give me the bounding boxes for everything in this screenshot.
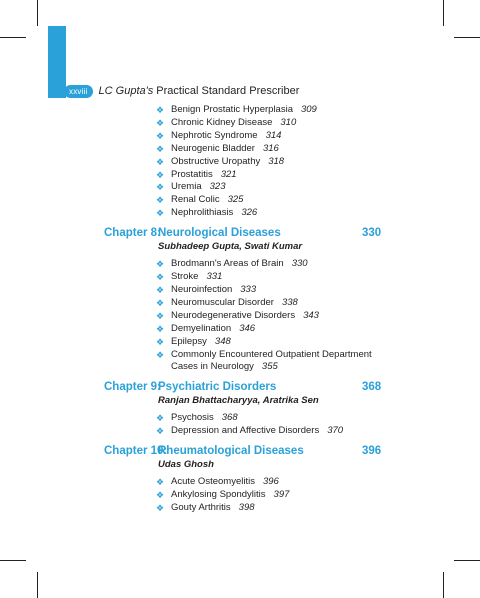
crop-mark: [0, 560, 26, 561]
page-number: xxviii: [64, 85, 93, 98]
diamond-bullet-icon: ❖: [156, 105, 165, 115]
toc-item-title: Neurodegenerative Disorders: [171, 309, 296, 321]
toc-item-page: 338: [281, 296, 298, 308]
chapter-label: Chapter 8:: [104, 227, 161, 240]
toc-item-title: Nephrotic Syndrome: [171, 129, 258, 141]
chapter-heading: [0, 227, 480, 241]
toc-item-page: 331: [206, 271, 223, 283]
chapter-title: Neurological Diseases: [158, 227, 281, 240]
toc-list: [0, 258, 480, 374]
toc-item: [0, 104, 391, 117]
toc-item-page: 325: [227, 194, 244, 206]
diamond-bullet-icon: ❖: [156, 490, 165, 501]
running-header: [64, 84, 299, 98]
diamond-bullet-icon: ❖: [156, 310, 165, 321]
toc-item-title: Renal Colic: [171, 194, 220, 206]
toc-item-page: 333: [240, 283, 257, 295]
chapter-authors: Subhadeep Gupta, Swati Kumar: [158, 241, 303, 253]
toc-item-title: Neurogenic Bladder: [171, 142, 255, 154]
toc-item-title: Neuroinfection: [171, 283, 233, 295]
diamond-bullet-icon: ❖: [156, 208, 165, 219]
chapter-list: [0, 227, 480, 515]
toc-item-page: 396: [262, 476, 279, 488]
toc-item-title: Demyelination: [171, 322, 232, 334]
toc-item: [0, 117, 391, 130]
toc-item-page: 355: [261, 361, 278, 373]
toc-item-page: 314: [265, 129, 282, 141]
chapter-page: 396: [362, 445, 382, 458]
toc-item: [0, 349, 391, 375]
chapter-authors: Ranjan Bhattacharyya, Aratrika Sen: [158, 395, 319, 407]
chapter-heading: [0, 445, 480, 459]
toc-item-title: Commonly Encountered Outpatient Department Cases in Neurology: [171, 348, 372, 373]
toc-item-title: Nephrolithiasis: [171, 207, 234, 219]
diamond-bullet-icon: ❖: [156, 182, 165, 193]
toc-item-title: Stroke: [171, 271, 199, 283]
toc-item-title: Prostatitis: [171, 168, 213, 180]
diamond-bullet-icon: ❖: [156, 259, 165, 270]
chapter-title: Rheumatological Diseases: [158, 445, 304, 458]
book-title: LC Gupta's: [98, 85, 154, 97]
crop-mark: [0, 37, 26, 38]
diamond-bullet-icon: ❖: [156, 502, 165, 513]
toc-content: [0, 104, 480, 515]
diamond-bullet-icon: ❖: [156, 272, 165, 283]
chapter-title: Psychiatric Disorders: [158, 381, 277, 394]
running-title: [99, 85, 300, 97]
toc-item-title: Brodmann's Areas of Brain: [171, 258, 284, 270]
chapter-page: 330: [362, 227, 382, 240]
toc-item-page: 323: [209, 181, 226, 193]
toc-list: [0, 476, 480, 515]
toc-item: [0, 207, 391, 220]
toc-item-page: 326: [241, 207, 258, 219]
toc-item: [0, 284, 391, 297]
toc-item: [0, 310, 391, 323]
chapter-authors: Udas Ghosh: [158, 459, 214, 471]
chapter-page: 368: [362, 381, 382, 394]
toc-item-title: Obstructive Uropathy: [171, 155, 261, 167]
toc-item-title: Neuromuscular Disorder: [171, 296, 274, 308]
toc-item-page: 348: [214, 335, 231, 347]
toc-item-page: 321: [220, 168, 237, 180]
diamond-bullet-icon: ❖: [156, 195, 165, 206]
toc-item-title: Depression and Affective Disorders: [171, 425, 320, 437]
toc-item: [0, 271, 391, 284]
toc-item: [0, 425, 391, 438]
toc-item: [0, 169, 391, 182]
toc-item-title: Gouty Arthritis: [171, 501, 231, 513]
diamond-bullet-icon: ❖: [156, 426, 165, 437]
toc-item-page: 318: [268, 155, 285, 167]
toc-item-title: Chronic Kidney Disease: [171, 116, 273, 128]
toc-item: [0, 489, 391, 502]
toc-item: [0, 502, 391, 515]
toc-item-title: Ankylosing Spondylitis: [171, 489, 266, 501]
toc-item: [0, 156, 391, 169]
toc-item-title: Epilepsy: [171, 335, 207, 347]
diamond-bullet-icon: ❖: [156, 477, 165, 488]
diamond-bullet-icon: ❖: [156, 130, 165, 141]
crop-mark: [454, 560, 480, 561]
diamond-bullet-icon: ❖: [156, 336, 165, 347]
chapter-label: Chapter 9:: [104, 381, 161, 394]
crop-mark: [37, 572, 38, 598]
toc-item-page: 330: [291, 258, 308, 270]
diamond-bullet-icon: ❖: [156, 297, 165, 308]
toc-list: [0, 412, 480, 438]
toc-item-page: 310: [280, 116, 297, 128]
toc-item: [0, 143, 391, 156]
toc-item-page: 309: [300, 104, 317, 115]
toc-list-intro: [0, 104, 480, 220]
diamond-bullet-icon: ❖: [156, 143, 165, 154]
crop-mark: [443, 572, 444, 598]
diamond-bullet-icon: ❖: [156, 284, 165, 295]
toc-item-title: Benign Prostatic Hyperplasia: [171, 104, 293, 115]
diamond-bullet-icon: ❖: [156, 323, 165, 334]
toc-item: [0, 323, 391, 336]
diamond-bullet-icon: ❖: [156, 349, 165, 360]
toc-item-page: 346: [239, 322, 256, 334]
toc-item: [0, 476, 391, 489]
toc-item: [0, 336, 391, 349]
toc-item-page: 368: [221, 412, 238, 424]
toc-item: [0, 194, 391, 207]
crop-mark: [454, 37, 480, 38]
toc-item-page: 343: [303, 309, 319, 321]
chapter-label: Chapter 10:: [104, 445, 168, 458]
toc-item-title: Acute Osteomyelitis: [171, 476, 255, 488]
chapter-heading: [0, 381, 480, 395]
toc-item: [0, 297, 391, 310]
toc-item-page: 370: [327, 425, 344, 437]
diamond-bullet-icon: ❖: [156, 169, 165, 180]
diamond-bullet-icon: ❖: [156, 413, 165, 424]
toc-item-page: 398: [238, 501, 255, 513]
toc-item-page: 316: [262, 142, 279, 154]
book-subtitle: Practical Standard Prescriber: [156, 85, 300, 97]
toc-item-title: Uremia: [171, 181, 202, 193]
toc-item: [0, 181, 391, 194]
toc-item: [0, 412, 391, 425]
toc-item-title: Psychosis: [171, 412, 214, 424]
diamond-bullet-icon: ❖: [156, 156, 165, 167]
toc-item: [0, 258, 391, 271]
diamond-bullet-icon: ❖: [156, 117, 165, 128]
toc-item-page: 397: [273, 489, 290, 501]
toc-item: [0, 130, 391, 143]
crop-mark: [37, 0, 38, 26]
crop-mark: [443, 0, 444, 26]
